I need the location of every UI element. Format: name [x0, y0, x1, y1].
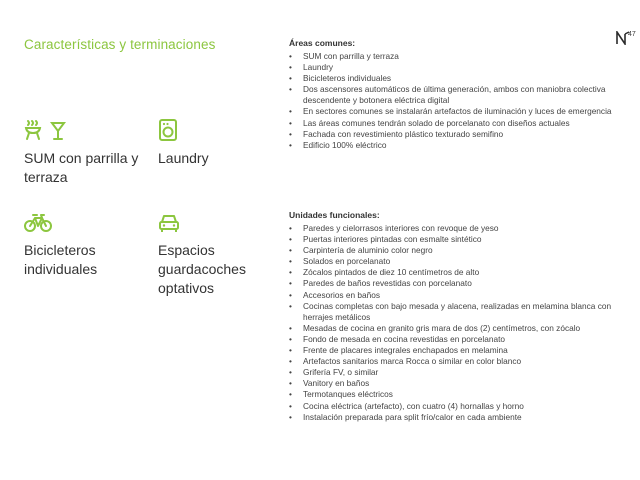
- feature-label: Espacios guardacoches optativos: [158, 242, 246, 296]
- list-item: • Frente de placares integrales enchapados en melamina: [289, 345, 624, 356]
- list-item: • Cocina eléctrica (artefacto), con cuatro (4) hornallas y horno: [289, 401, 624, 412]
- unidades-funcionales-list: [289, 223, 624, 423]
- list-item: • Carpintería de aluminio color negro: [289, 245, 624, 256]
- car-icon: [158, 213, 180, 233]
- list-item: • SUM con parrilla y terraza: [289, 51, 624, 62]
- list-item: • Paredes de baños revestidas con porcelanato: [289, 278, 624, 289]
- list-item: • Zócalos pintados de diez 10 centímetros de alto: [289, 267, 624, 278]
- list-item: • Paredes y cielorrasos interiores con revoque de yeso: [289, 223, 624, 234]
- washing-machine-icon: [158, 119, 178, 141]
- feature-label: SUM con parrilla y terraza: [24, 150, 139, 185]
- areas-comunes-title: Áreas comunes:: [289, 38, 356, 48]
- feature-laundry: [158, 119, 268, 168]
- list-item: • Instalación preparada para split frío/calor en cada ambiente: [289, 412, 624, 423]
- unidades-funcionales-title: Unidades funcionales:: [289, 210, 380, 220]
- feature-label: Laundry: [158, 150, 209, 166]
- feature-label: Bicicleteros individuales: [24, 242, 98, 277]
- list-item: • Puertas interiores pintadas con esmalte sintético: [289, 234, 624, 245]
- list-item: • Bicicleteros individuales: [289, 73, 624, 84]
- list-item: • Cocinas completas con bajo mesada y alacena, realizadas en melamina blanca con herrajes metálicos: [289, 301, 624, 323]
- list-item: • Edificio 100% eléctrico: [289, 140, 624, 151]
- feature-bicicleteros: [24, 213, 144, 279]
- list-item: • Dos ascensores automáticos de última generación, ambos con maniobra colectiva descendente y botonera eléctrica digital: [289, 84, 624, 106]
- list-item: • Solados en porcelanato: [289, 256, 624, 267]
- list-item: • Termotanques eléctricos: [289, 389, 624, 400]
- list-item: • Accesorios en baños: [289, 290, 624, 301]
- list-item: • Grifería FV, o similar: [289, 367, 624, 378]
- bicycle-icon: [24, 213, 52, 233]
- feature-sum: [24, 119, 144, 187]
- list-item: • En sectores comunes se instalarán artefactos de iluminación y luces de emergencia: [289, 106, 624, 117]
- feature-guardacoches: [158, 213, 268, 298]
- list-item: • Artefactos sanitarios marca Rocca o similar en color blanco: [289, 356, 624, 367]
- list-item: • Fondo de mesada en cocina revestidas en porcelanato: [289, 334, 624, 345]
- list-item: • Fachada con revestimiento plástico texturado semifino: [289, 129, 624, 140]
- page-title: Características y terminaciones: [24, 37, 216, 52]
- areas-comunes-list: [289, 51, 624, 151]
- list-item: • Laundry: [289, 62, 624, 73]
- page-number: 47: [628, 31, 636, 38]
- list-item: • Vanitory en baños: [289, 378, 624, 389]
- list-item: • Mesadas de cocina en granito gris mara de dos (2) centímetros, con zócalo: [289, 323, 624, 334]
- grill-and-glass-icon: [24, 119, 70, 141]
- list-item: • Las áreas comunes tendrán solado de porcelanato con diseños actuales: [289, 118, 624, 129]
